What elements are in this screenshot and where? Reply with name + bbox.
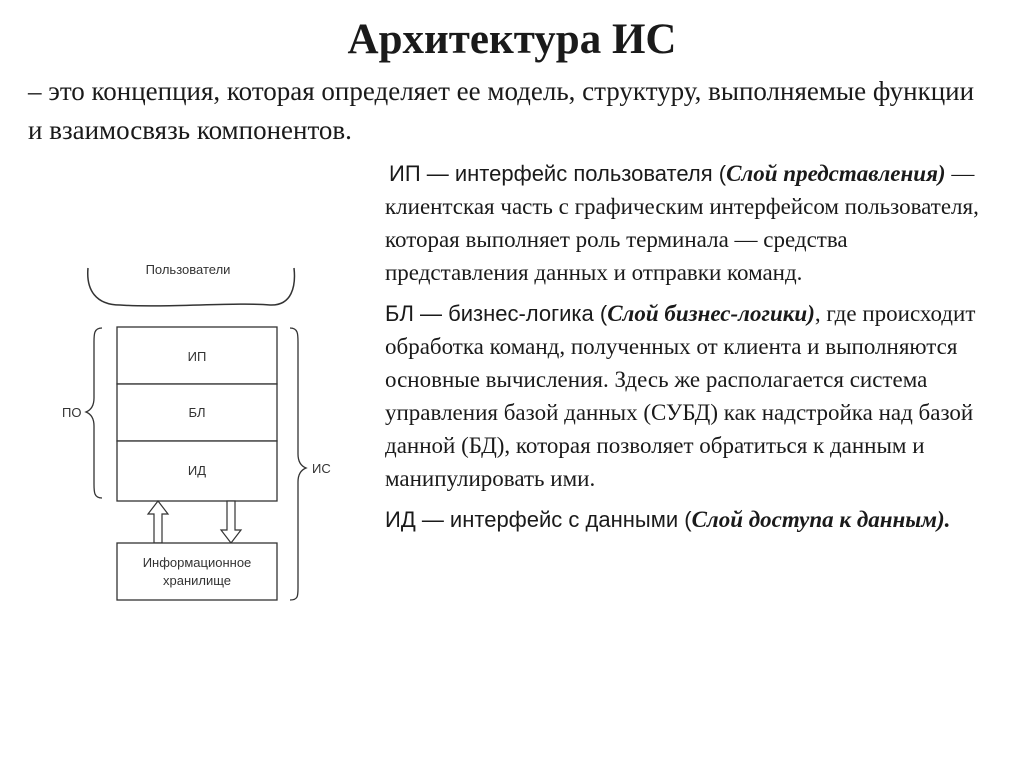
definition-text: – это концепция, которая определяет ее модель, структуру, выполняемые функции и взаимосвязь компонентов. (28, 76, 975, 145)
storage-box (117, 543, 277, 600)
item-ip-lead: ИП — интерфейс пользователя ( (389, 161, 727, 186)
is-label: ИС (312, 461, 331, 476)
item-id-lead: ИД — интерфейс с данными ( (385, 507, 692, 532)
layer-ip-label: ИП (187, 349, 207, 364)
slide-title: Архитектура ИС (347, 16, 677, 63)
arrow-up-icon (148, 501, 168, 543)
users-label: Пользователи (145, 262, 231, 277)
layer-bl-label: БЛ (188, 405, 206, 420)
layers-description (385, 157, 985, 544)
item-id (385, 503, 985, 536)
item-bl-emphasis: Слой бизнес-логики) (607, 301, 815, 326)
item-bl-lead: БЛ — бизнес-логика ( (385, 301, 608, 326)
item-id-emphasis: Слой доступа к данным). (691, 507, 951, 532)
item-bl-text: , где происходит обработка команд, полученных от клиента и выполняются основные вычисления. Здесь же располагается система управления базой данных (СУБД) как надстройка над базой данной (БД), которая позволяет обратиться к данным и манипулировать ими. (385, 301, 976, 491)
storage-label-line1: Информационное (142, 555, 252, 570)
diagram-svg (60, 250, 350, 620)
item-ip-text: — клиентская часть с графическим интерфейсом пользователя, которая выполняет роль терминала — средства представления данных и отправки команд. (385, 161, 979, 285)
storage-label-line2: хранилище (162, 573, 232, 588)
po-brace (86, 328, 102, 498)
po-label: ПО (62, 405, 82, 420)
architecture-diagram (60, 250, 350, 625)
arrow-down-icon (221, 501, 241, 543)
item-ip (385, 157, 985, 289)
layer-id-label: ИД (187, 463, 207, 478)
item-ip-emphasis: Слой представления) (726, 161, 946, 186)
item-bl (385, 297, 985, 495)
is-brace (290, 328, 306, 600)
